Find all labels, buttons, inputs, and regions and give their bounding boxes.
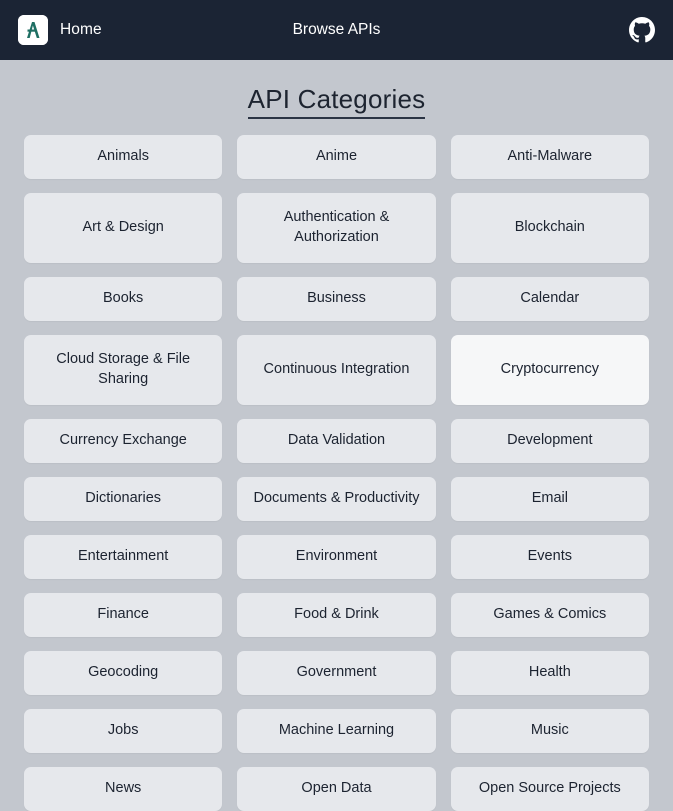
- category-label: Cryptocurrency: [500, 361, 599, 378]
- category-card[interactable]: [237, 651, 435, 695]
- category-label: Business: [307, 290, 366, 307]
- category-label: Open Data: [301, 780, 372, 797]
- category-card[interactable]: [237, 135, 435, 179]
- category-label: Data Validation: [287, 432, 386, 449]
- category-label: Entertainment: [78, 548, 169, 565]
- category-card[interactable]: [237, 477, 435, 521]
- category-card[interactable]: [24, 477, 222, 521]
- page-title: [0, 84, 673, 115]
- category-label: Health: [528, 664, 571, 681]
- category-label: Animals: [97, 148, 149, 165]
- category-card[interactable]: [451, 419, 649, 463]
- category-card[interactable]: [24, 277, 222, 321]
- category-label: Jobs: [107, 722, 139, 739]
- category-label: Anime: [315, 148, 358, 165]
- category-card[interactable]: [24, 535, 222, 579]
- category-label: Books: [103, 290, 144, 307]
- category-card[interactable]: [451, 135, 649, 179]
- category-label: Calendar: [520, 290, 580, 307]
- category-card[interactable]: [24, 419, 222, 463]
- category-card[interactable]: [237, 193, 435, 263]
- category-label: Environment: [295, 548, 378, 565]
- category-label: Anti-Malware: [507, 148, 593, 165]
- category-card[interactable]: [451, 335, 649, 405]
- category-card[interactable]: [237, 535, 435, 579]
- category-label: Finance: [97, 606, 149, 623]
- navbar-right-group: [629, 17, 655, 43]
- category-card[interactable]: [24, 135, 222, 179]
- category-card[interactable]: [451, 277, 649, 321]
- category-card[interactable]: [451, 709, 649, 753]
- category-label: Blockchain: [514, 219, 585, 236]
- category-card[interactable]: [451, 477, 649, 521]
- category-label: Development: [507, 432, 593, 449]
- category-card[interactable]: [451, 767, 649, 811]
- app-logo-icon[interactable]: [18, 15, 48, 45]
- category-label: Games & Comics: [493, 606, 607, 623]
- category-label: Authentication & Authorization: [283, 209, 390, 245]
- navbar-title: Browse APIs: [292, 21, 381, 38]
- category-label: Email: [531, 490, 568, 507]
- category-label: Machine Learning: [278, 722, 395, 739]
- category-card[interactable]: [24, 335, 222, 405]
- category-card[interactable]: [24, 593, 222, 637]
- category-card[interactable]: [237, 277, 435, 321]
- category-card[interactable]: [24, 709, 222, 753]
- category-label: Art & Design: [82, 219, 164, 236]
- category-label: Government: [296, 664, 377, 681]
- category-label: Geocoding: [88, 664, 159, 681]
- category-card[interactable]: [24, 651, 222, 695]
- category-label: News: [105, 780, 142, 797]
- category-card[interactable]: [451, 535, 649, 579]
- category-label: Open Source Projects: [478, 780, 621, 797]
- category-label: Currency Exchange: [59, 432, 187, 449]
- category-card[interactable]: [24, 767, 222, 811]
- github-link[interactable]: [629, 17, 655, 43]
- category-card[interactable]: [451, 193, 649, 263]
- category-card[interactable]: [237, 335, 435, 405]
- category-label: Food & Drink: [294, 606, 379, 623]
- page-title-text: API Categories: [248, 84, 426, 119]
- category-card[interactable]: [237, 709, 435, 753]
- category-label: Cloud Storage & File Sharing: [56, 351, 191, 387]
- category-card[interactable]: [237, 593, 435, 637]
- category-card[interactable]: [237, 419, 435, 463]
- api-categories-grid: [0, 135, 673, 811]
- category-label: Music: [530, 722, 569, 739]
- navbar-left-group: [18, 15, 102, 45]
- category-label: Dictionaries: [85, 490, 162, 507]
- category-label: Continuous Integration: [263, 361, 410, 378]
- category-label: Documents & Productivity: [253, 490, 420, 507]
- nav-home-link[interactable]: Home: [60, 21, 102, 38]
- category-card[interactable]: [237, 767, 435, 811]
- category-label: Events: [527, 548, 572, 565]
- github-icon: [629, 17, 655, 43]
- category-card[interactable]: [451, 593, 649, 637]
- top-navbar: [0, 0, 673, 60]
- category-card[interactable]: [451, 651, 649, 695]
- category-card[interactable]: [24, 193, 222, 263]
